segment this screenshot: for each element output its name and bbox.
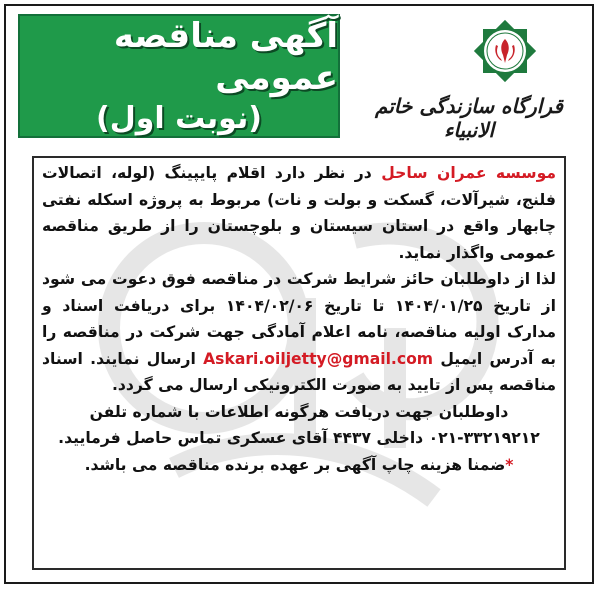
paragraph-note — [42, 452, 556, 479]
company-name: موسسه عمران ساحل — [381, 164, 556, 182]
paragraph-contact — [42, 399, 556, 452]
ad-text — [42, 160, 556, 478]
paragraph-intro — [42, 160, 556, 266]
organization-name: قرارگاه سازندگی خاتم الانبیاء — [375, 94, 563, 142]
intro-text: در نظر دارد اقلام پایپینگ (لوله، اتصالات فلنج، شیرآلات، گسکت و بولت و نات) مربوط به پروژه اسکله نفتی چابهار واقع در استان سیستان و بلوچستان را از طریق مناقصه عمومی واگذار نماید. — [42, 164, 556, 262]
star-icon: * — [505, 455, 514, 474]
email-link[interactable]: Askari.oiljetty@gmail.com — [203, 349, 434, 368]
ad-header — [6, 6, 592, 152]
note-text: ضمنا هزینه چاپ آگهی بر عهده برنده مناقصه می باشد. — [84, 455, 506, 474]
ad-title: آگهی مناقصه عمومی — [113, 15, 338, 99]
invitation-text: لذا از داوطلبان حائز شرایط شرکت در مناقصه فوق دعوت می شود از تاریخ ۱۴۰۴/۰۱/۲۵ تا تاریخ ۱۴۰۴/۰۲/۰۶ برای دریافت اسناد و مدارک اولیه مناقصه، نامه اعلام آمادگی جهت شرکت در مناقصه را به آدرس ایمیل — [42, 270, 556, 368]
organization-logo — [354, 12, 588, 148]
paragraph-invitation — [42, 266, 556, 399]
tender-ad — [4, 4, 594, 584]
ad-body — [32, 156, 566, 570]
invitation-text-end: ارسال نمایند. اسناد مناقصه پس از تایید به صورت الکترونیکی ارسال می گردد. — [42, 349, 556, 394]
contact-text: داوطلبان جهت دریافت هرگونه اطلاعات با شماره تلفن ۳۳۲۱۹۲۱۲-۰۲۱ داخلی ۴۴۳۷ آقای عسکری تماس حاصل فرمایید. — [58, 402, 540, 447]
ad-subtitle: (نوبت اول) — [96, 100, 262, 136]
title-banner — [18, 14, 340, 138]
seal-icon — [470, 16, 540, 86]
